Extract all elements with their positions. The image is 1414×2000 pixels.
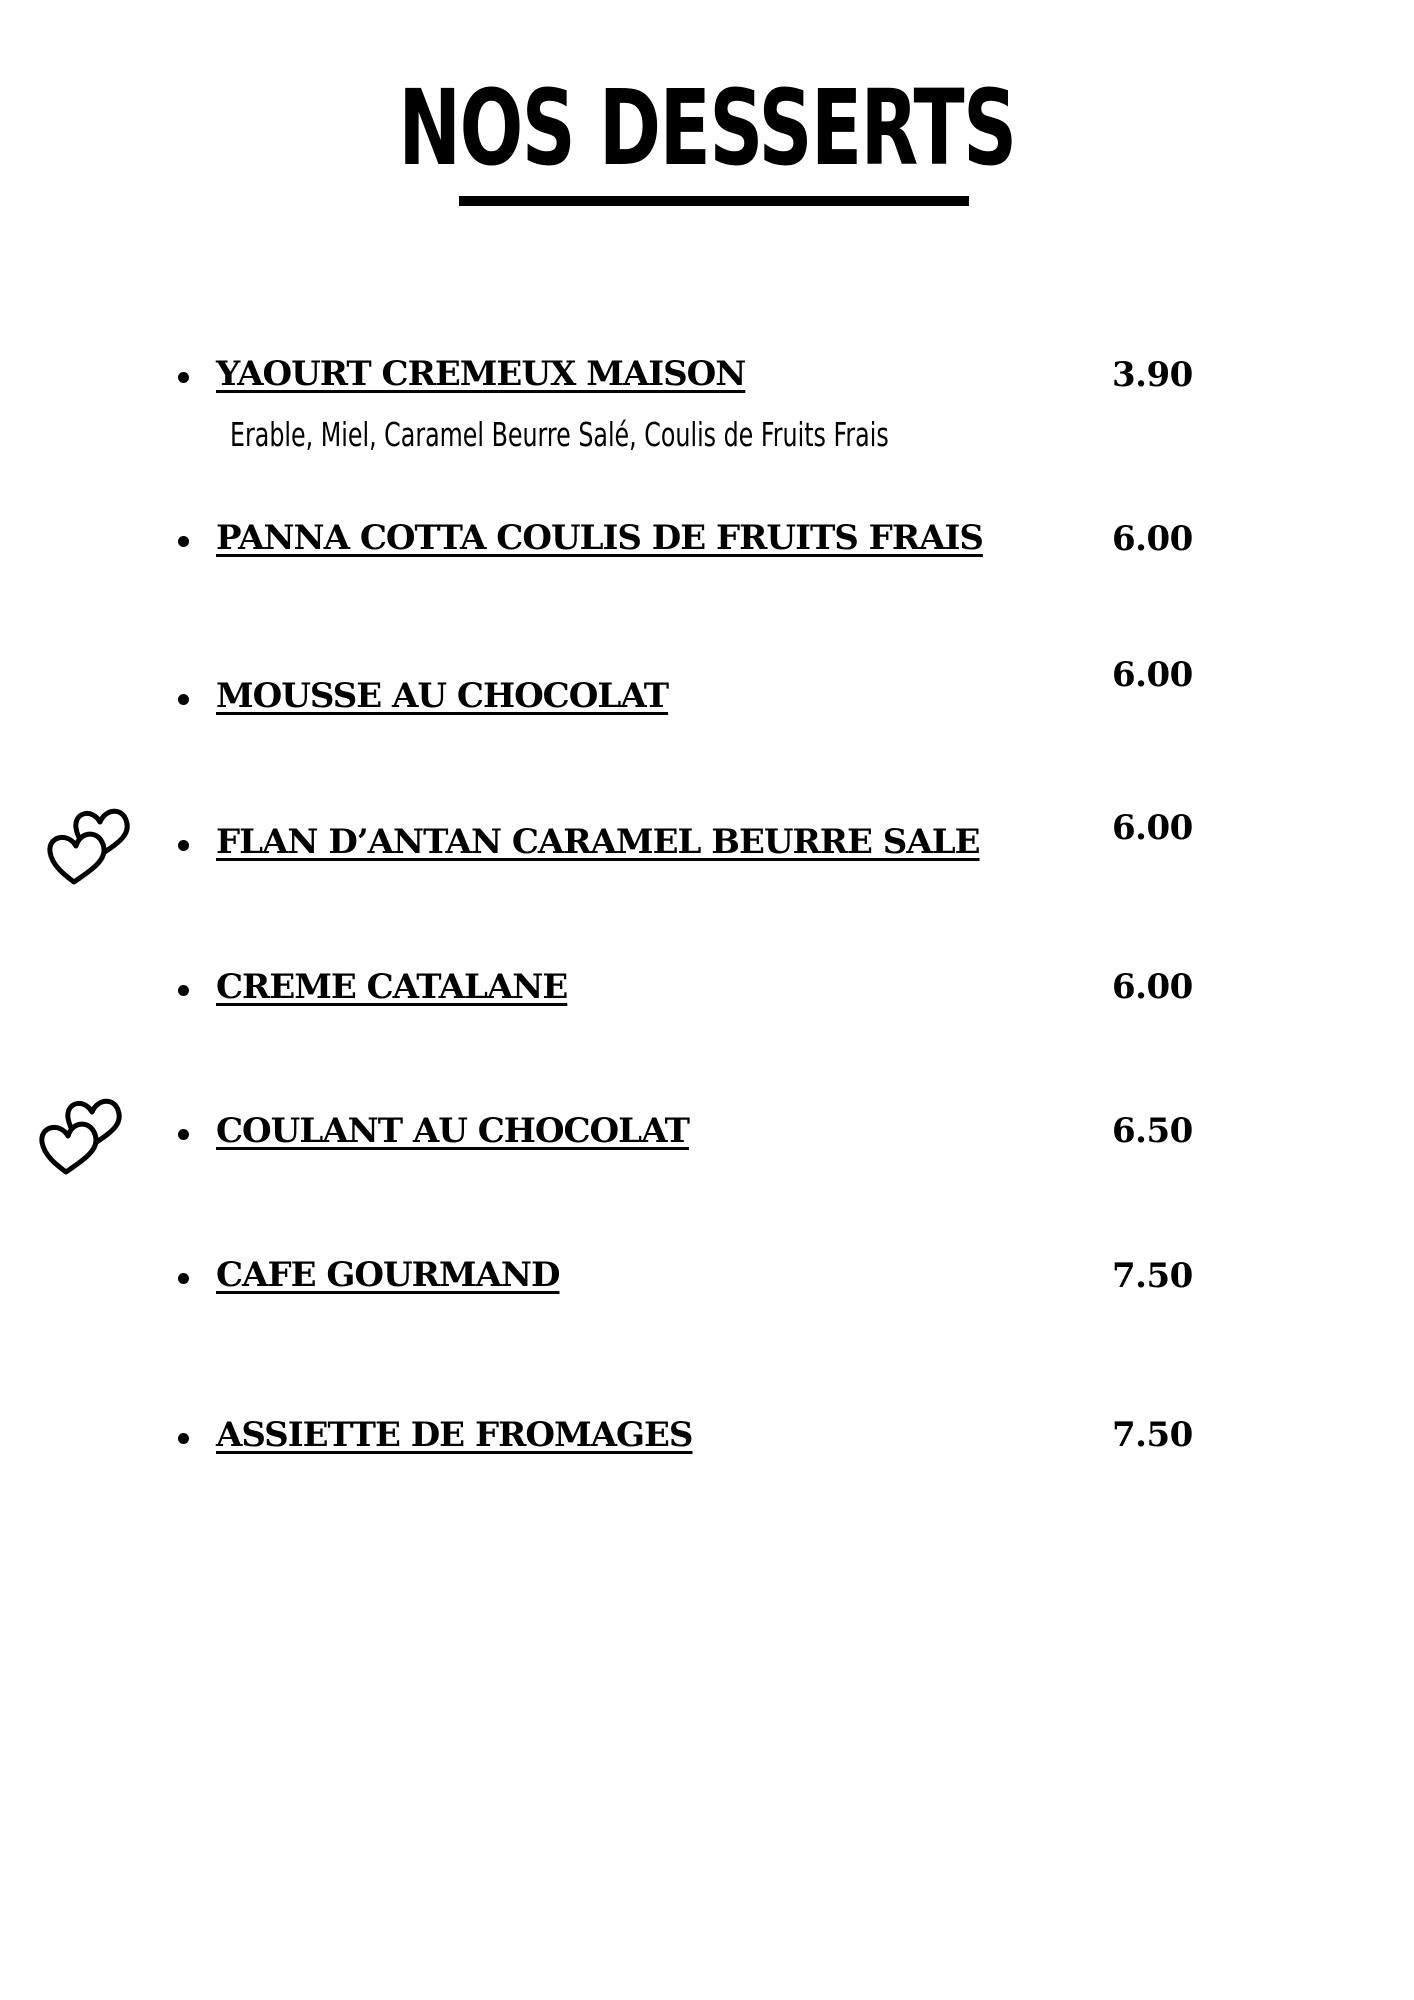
menu-item-price: 6.00	[1112, 655, 1193, 695]
menu-item-name: FLAN D’ANTAN CARAMEL BEURRE SALE	[216, 822, 980, 862]
bullet-icon	[178, 1273, 189, 1284]
menu-item-price: 3.90	[1112, 355, 1193, 395]
bullet-icon	[178, 1129, 189, 1140]
menu-item-name: YAOURT CREMEUX MAISON	[216, 354, 746, 394]
bullet-icon	[178, 1433, 189, 1444]
menu-item-name: ASSIETTE DE FROMAGES	[216, 1415, 693, 1455]
menu-item-name: CAFE GOURMAND	[216, 1255, 560, 1295]
bullet-icon	[178, 372, 189, 383]
bullet-icon	[178, 840, 189, 851]
bullet-icon	[178, 985, 189, 996]
bullet-icon	[178, 536, 189, 547]
menu-item-name: CREME CATALANE	[216, 967, 568, 1007]
menu-item-name: COULANT AU CHOCOLAT	[216, 1111, 689, 1151]
page-title: NOS DESSERTS	[398, 67, 1016, 189]
menu-item-price: 6.50	[1112, 1111, 1193, 1151]
menu-item-name: MOUSSE AU CHOCOLAT	[216, 676, 669, 716]
menu-item-price: 6.00	[1112, 519, 1193, 559]
menu-item-name: PANNA COTTA COULIS DE FRUITS FRAIS	[216, 518, 983, 558]
title-underline	[459, 196, 969, 206]
bullet-icon	[178, 694, 189, 705]
menu-item-price: 6.00	[1112, 808, 1193, 848]
menu-item-price: 7.50	[1112, 1256, 1193, 1296]
menu-item-price: 6.00	[1112, 967, 1193, 1007]
double-heart-icon	[38, 800, 158, 890]
menu-item-price: 7.50	[1112, 1415, 1193, 1455]
double-heart-icon	[30, 1090, 150, 1180]
menu-item-description: Erable, Miel, Caramel Beurre Salé, Coulis de Fruits Frais	[230, 415, 889, 454]
